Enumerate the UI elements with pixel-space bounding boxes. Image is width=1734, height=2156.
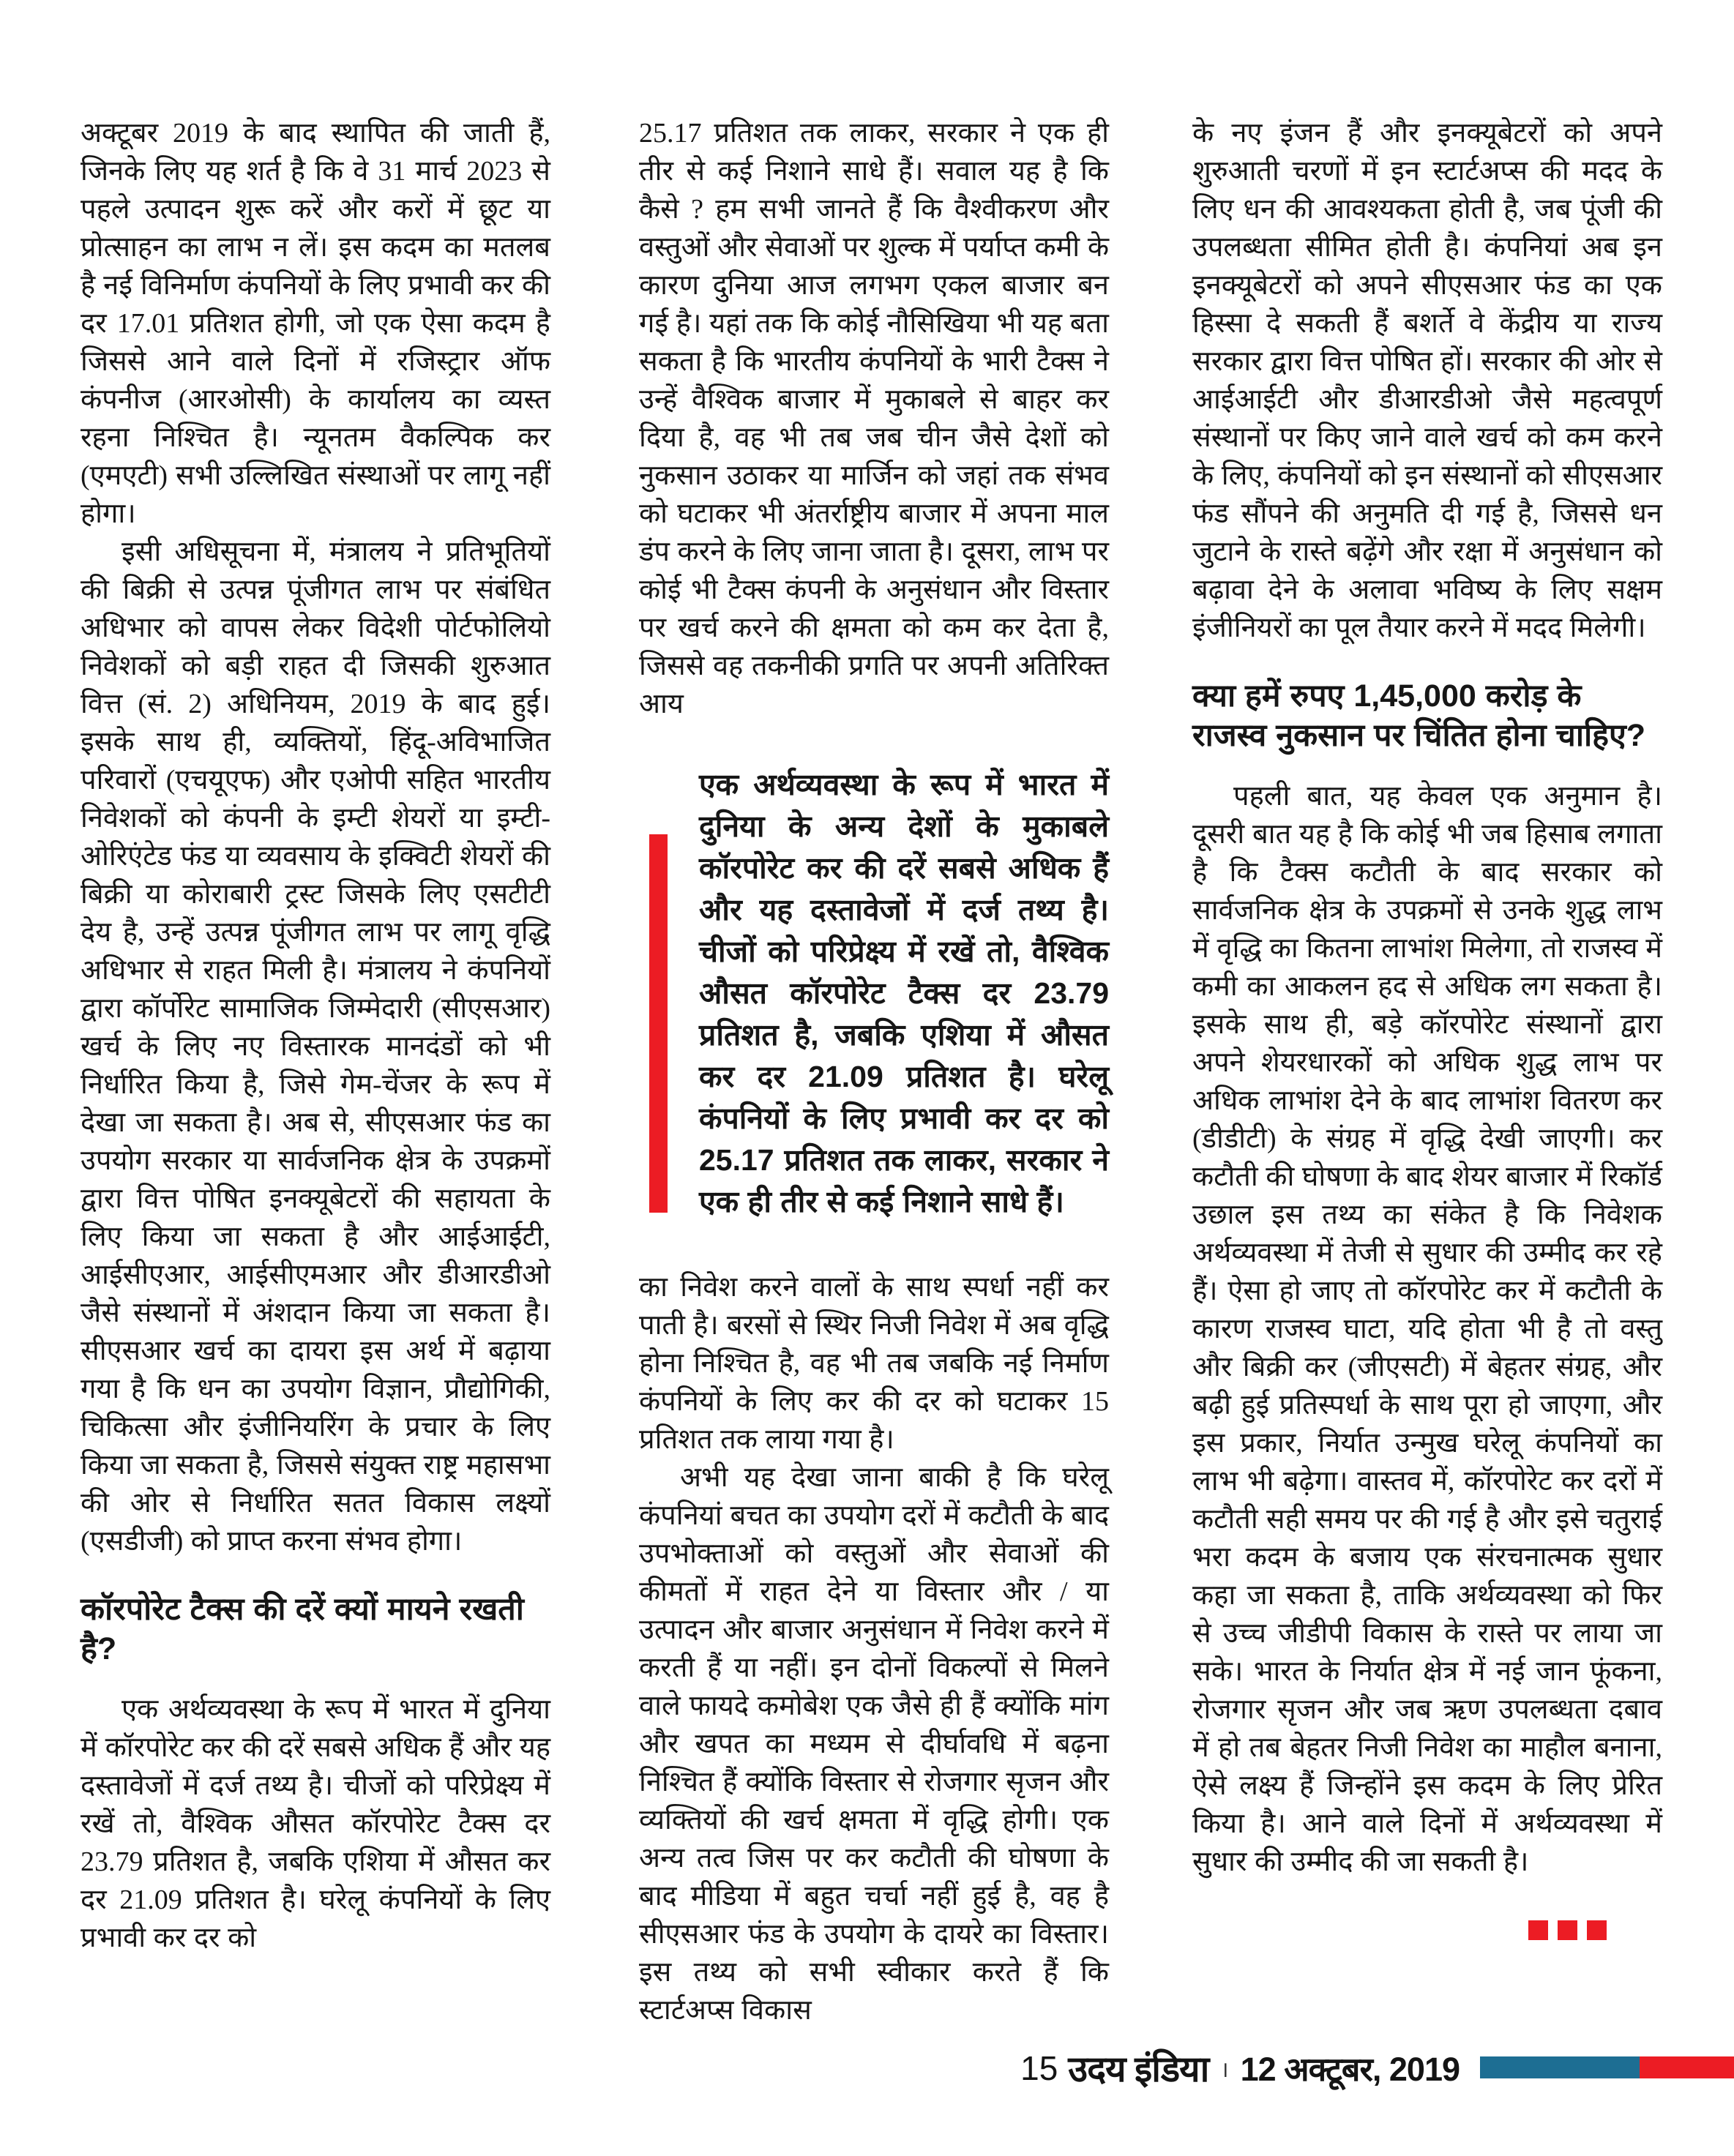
body-paragraph: पहली बात, यह केवल एक अनुमान है। दूसरी बात यह है कि कोई भी जब हिसाब लगाता है कि टैक्स कटौती के बाद सरकार को सार्वजनिक क्षेत्र के उपक्रमों से उनके शुद्ध लाभ में वृद्धि का कितना लाभांश मिलेगा, तो राजस्व में कमी का आकलन हद से अधिक लग सकता है। इसके साथ ही, बड़े कॉरपोरेट संस्थानों द्वारा अपने शेयरधारकों को अधिक शुद्ध लाभ पर अधिक लाभांश देने के बाद लाभांश वितरण कर (डीडीटी) के संग्रह में वृद्धि देखी जाएगी। कर कटौती की घोषणा के बाद शेयर बाजार में रिकॉर्ड उछाल इस तथ्य का संकेत है कि निवेशक अर्थव्यवस्था में तेजी से सुधार की उम्मीद कर रहे हैं। ऐसा हो जाए तो कॉरपोरेट कर में कटौती के कारण राजस्व घाटा, यदि होता भी है तो वस्तु और बिक्री कर (जीएसटी) में बेहतर संग्रह, और बढ़ी हुई प्रतिस्पर्धा के साथ पूरा हो जाएगा, और इस प्रकार, निर्यात उन्मुख घरेलू कंपनियों का लाभ भी बढ़ेगा। वास्तव में, कॉरपोरेट कर दरों में कटौती सही समय पर की गई है और इसे चतुराई भरा कदम के बजाय एक संरचनात्मक सुधार कहा जा सकता है, ताकि अर्थव्यवस्था को फिर से उच्च जीडीपी विकास के रास्ते पर लाया जा सके। भारत के निर्यात क्षेत्र में नई जान फूंकना, रोजगार सृजन और जब ऋण उपलब्धता दबाव में हो तब बेहतर निजी निवेश का माहौल बनाना, ऐसे लक्ष्य हैं जिन्होंने इस कदम के लिए प्रेरित किया है। आने वाले दिनों में अर्थव्यवस्था में सुधार की उम्मीद की जा सकती है। [1192, 781, 1662, 1877]
body-paragraph: 25.17 प्रतिशत तक लाकर, सरकार ने एक ही तीर से कई निशाने साधे हैं। सवाल यह है कि कैसे ? हम सभी जानते हैं कि वैश्वीकरण और वस्तुओं और सेवाओं पर शुल्क में पर्याप्त कमी के कारण दुनिया आज लगभग एकल बाजार बन गई है। यहां तक कि कोई नौसिखिया भी यह बता सकता है कि भारतीय कंपनियों के भारी टैक्स ने उन्हें वैश्विक बाजार में मुकाबले से बाहर कर दिया है, वह भी तब जब चीन जैसे देशों को नुकसान उठाकर या मार्जिन को जहां तक संभव को घटाकर भी अंतर्राष्ट्रीय बाजार में अपना माल डंप करने के लिए जाना जाता है। दूसरा, लाभ पर कोई भी टैक्स कंपनी के अनुसंधान और विस्तार पर खर्च करने की क्षमता को कम कर देता है, जिससे वह तकनीकी प्रगति पर अपनी अतिरिक्त आय [639, 118, 1109, 719]
pull-quote-accent-bar [649, 834, 668, 1213]
end-marker-square-icon [1528, 1920, 1548, 1940]
footer [0, 2048, 1734, 2092]
footer-bar-red [1640, 2056, 1734, 2078]
pull-quote [639, 764, 1109, 1223]
article-column-1 [81, 114, 550, 1957]
body-paragraph: अभी यह देखा जाना बाकी है कि घरेलू कंपनियां बचत का उपयोग दरों में कटौती के बाद उपभोक्ताओं को वस्तुओं और सेवाओं की कीमतों में राहत देने या विस्तार और / या उत्पादन और बाजार अनुसंधान में निवेश करने में करती हैं या नहीं। इन दोनों विकल्पों से मिलने वाले फायदे कमोबेश एक जैसे ही हैं क्योंकि मांग और खपत का मध्यम से दीर्घावधि में बढ़ना निश्चित हैं क्योंकि विस्तार से रोजगार सृजन और व्यक्तियों की खर्च क्षमता में वृद्धि होगी। एक अन्य तत्व जिस पर कर कटौती की घोषणा के बाद मीडिया में बहुत चर्चा नहीं हुई है, वह है सीएसआर फंड के उपयोग के दायरे का विस्तार। इस तथ्य को सभी स्वीकार करते हैं कि स्टार्टअप्स विकास [639, 1462, 1109, 2026]
body-paragraph: अक्टूबर 2019 के बाद स्थापित की जाती हैं, जिनके लिए यह शर्त है कि वे 31 मार्च 2023 से पहले उत्पादन शुरू करें और करों में छूट या प्रोत्साहन का लाभ न लें। इस कदम का मतलब है नई विनिर्माण कंपनियों के लिए प्रभावी कर की दर 17.01 प्रतिशत होगी, जो एक ऐसा कदम है जिससे आने वाले दिनों में रजिस्ट्रार ऑफ कंपनीज (आरओसी) के कार्यालय का व्यस्त रहना निश्चित है। न्यूनतम वैकल्पिक कर (एमएटी) सभी उल्लिखित संस्थाओं पर लागू नहीं होगा। [81, 118, 550, 529]
issue-date: 12 अक्टूबर, 2019 [1240, 2050, 1460, 2088]
section-heading-corporate-tax: कॉरपोरेट टैक्स की दरें क्यों मायने रखती है? [81, 1592, 524, 1666]
footer-text [1020, 2048, 1460, 2089]
footer-separator: । [1220, 2057, 1229, 2082]
footer-bar-teal [1480, 2056, 1640, 2078]
end-of-article-marker [1192, 1920, 1607, 1940]
body-paragraph: का निवेश करने वालों के साथ स्पर्धा नहीं कर पाती है। बरसों से स्थिर निजी निवेश में अब वृद्धि होना निश्चित है, वह भी तब जबकि नई निर्माण कंपनियों के लिए कर की दर को घटाकर 15 प्रतिशत तक लाया गया है। [639, 1272, 1109, 1455]
article-column-3 [1192, 114, 1662, 1940]
article-column-2 [639, 114, 1109, 2029]
page-number: 15 [1020, 2049, 1058, 2087]
body-paragraph: एक अर्थव्यवस्था के रूप में भारत में दुनिया में कॉरपोरेट कर की दरें सबसे अधिक हैं और यह दस्तावेजों में दर्ज तथ्य है। चीजों को परिप्रेक्ष्य में रखें तो, वैश्विक औसत कॉरपोरेट टैक्स दर 23.79 प्रतिशत है, जबकि एशिया में औसत कर दर 21.09 प्रतिशत है। घरेलू कंपनियों के लिए प्रभावी कर दर को [81, 1694, 550, 1953]
body-paragraph: के नए इंजन हैं और इनक्यूबेटरों को अपने शुरुआती चरणों में इन स्टार्टअप्स की मदद के लिए धन की आवश्यकता होती है, जब पूंजी की उपलब्धता सीमित होती है। कंपनियां अब इन इनक्यूबेटरों को अपने सीएसआर फंड का एक हिस्सा दे सकती हैं बशर्ते वे केंद्रीय या राज्य सरकार द्वारा वित्त पोषित हों। सरकार की ओर से आईआईटी और डीआरडीओ जैसे महत्वपूर्ण संस्थानों पर किए जाने वाले खर्च को कम करने के लिए, कंपनियों को इन संस्थानों को सीएसआर फंड सौंपने की अनुमति दी गई है, जिससे धन जुटाने के रास्ते बढ़ेंगे और रक्षा में अनुसंधान को बढ़ावा देने के अलावा भविष्य के लिए सक्षम इंजीनियरों का पूल तैयार करने में मदद मिलेगी। [1192, 118, 1662, 643]
end-marker-square-icon [1587, 1920, 1607, 1940]
section-heading-revenue-loss: क्या हमें रुपए 1,45,000 करोड़ के राजस्व नुकसान पर चिंतित होना चाहिए? [1192, 678, 1645, 753]
body-paragraph: इसी अधिसूचना में, मंत्रालय ने प्रतिभूतियों की बिक्री से उत्पन्न पूंजीगत लाभ पर संबंधित अधिभार को वापस लेकर विदेशी पोर्टफोलियो निवेशकों को बड़ी राहत दी जिसकी शुरुआत वित्त (सं. 2) अधिनियम, 2019 के बाद हुई। इसके साथ ही, व्यक्तियों, हिंदू-अविभाजित परिवारों (एचयूएफ) और एओपी सहित भारतीय निवेशकों को कंपनी के इम्टी शेयरों या इम्टी-ओरिएंटेड फंड या व्यवसाय के इक्विटी शेयरों की बिक्री या कोराबारी ट्रस्ट जिसके लिए एसटीटी देय है, उन्हें उत्पन्न पूंजीगत लाभ पर लागू वृद्धि अधिभार से राहत मिली है। मंत्रालय ने कंपनियों द्वारा कॉर्पोरेट सामाजिक जिम्मेदारी (सीएसआर) खर्च के लिए नए विस्तारक मानदंडों को भी निर्धारित किया है, जिसे गेम-चेंजर के रूप में देखा जा सकता है। अब से, सीएसआर फंड का उपयोग सरकार या सार्वजनिक क्षेत्र के उपक्रमों द्वारा वित्त पोषित इनक्यूबेटरों की सहायता के लिए किया जा सकता है और आईआईटी, आईसीएआर, आईसीएमआर और डीआरडीओ जैसे संस्थानों में अंशदान किया जा सकता है। सीएसआर खर्च का दायरा इस अर्थ में बढ़ाया गया है कि धन का उपयोग विज्ञान, प्रौद्योगिकी, चिकित्सा और इंजीनियरिंग के प्रचार के लिए किया जा सकता है, जिससे संयुक्त राष्ट्र महासभा की ओर से निर्धारित सतत विकास लक्ष्यों (एसडीजी) को प्राप्त करना संभव होगा। [81, 536, 550, 1557]
pull-quote-text: एक अर्थव्यवस्था के रूप में भारत में दुनिया के अन्य देशों के मुकाबले कॉरपोरेट कर की दरें सबसे अधिक हैं और यह दस्तावेजों में दर्ज तथ्य है। चीजों को परिप्रेक्ष्य में रखें तो, वैश्विक औसत कॉरपोरेट टैक्स दर 23.79 प्रतिशत है, जबकि एशिया में औसत कर दर 21.09 प्रतिशत है। घरेलू कंपनियों के लिए प्रभावी कर दर को 25.17 प्रतिशत तक लाकर, सरकार ने एक ही तीर से कई निशाने साधे हैं। [699, 768, 1109, 1219]
end-marker-square-icon [1558, 1920, 1577, 1940]
magazine-name: उदय इंडिया [1068, 2050, 1209, 2089]
